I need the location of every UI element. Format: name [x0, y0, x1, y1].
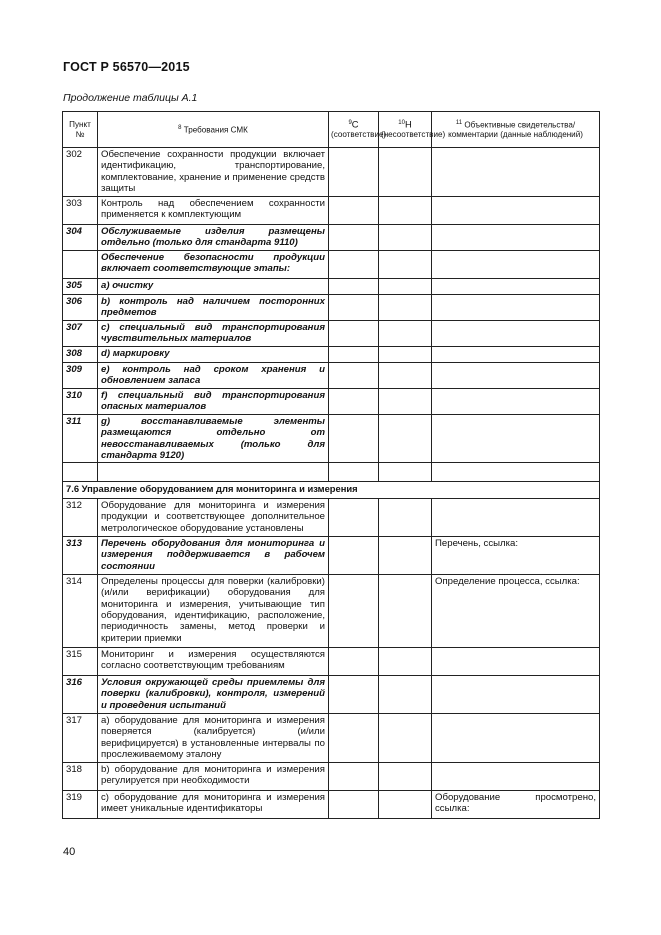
table-row [63, 295, 600, 321]
requirement-text: d) маркировку [98, 347, 329, 363]
evidence-cell [432, 321, 600, 347]
compliance-cell [329, 499, 379, 537]
noncompliance-cell [379, 279, 432, 295]
noncompliance-cell [379, 321, 432, 347]
item-number: 312 [63, 499, 98, 537]
compliance-cell [329, 575, 379, 648]
compliance-cell [329, 295, 379, 321]
evidence-cell [432, 225, 600, 251]
evidence-cell: Оборудование просмотрено, ссылка: [432, 791, 600, 819]
table-continuation-caption: Продолжение таблицы А.1 [63, 92, 198, 104]
requirement-text: Оборудование для мониторинга и измерения продукции и соответствующее дополнительное метрологическое оборудование установлены [98, 499, 329, 537]
item-number: 307 [63, 321, 98, 347]
compliance-cell [329, 197, 379, 225]
evidence-cell [432, 463, 600, 482]
evidence-cell [432, 389, 600, 415]
table-row [63, 676, 600, 714]
noncompliance-cell [379, 648, 432, 676]
noncompliance-cell [379, 499, 432, 537]
requirement-text: Обеспечение сохранности продукции включает идентификацию, транспортирование, комплектование, хранение и применение средств защиты [98, 148, 329, 197]
table-row [63, 389, 600, 415]
noncompliance-cell [379, 537, 432, 575]
noncompliance-cell [379, 714, 432, 763]
evidence-cell [432, 363, 600, 389]
evidence-cell: Определение процесса, ссылка: [432, 575, 600, 648]
table-row [63, 415, 600, 463]
item-number [63, 251, 98, 279]
evidence-cell [432, 197, 600, 225]
table-row [63, 537, 600, 575]
evidence-cell [432, 148, 600, 197]
evidence-cell [432, 295, 600, 321]
compliance-cell [329, 676, 379, 714]
requirement-text: Мониторинг и измерения осуществляются согласно соответствующим требованиям [98, 648, 329, 676]
compliance-cell [329, 763, 379, 791]
noncompliance-cell [379, 251, 432, 279]
evidence-cell [432, 763, 600, 791]
item-number: 319 [63, 791, 98, 819]
compliance-cell [329, 415, 379, 463]
requirement-text: f) специальный вид транспортирования опасных материалов [98, 389, 329, 415]
item-number: 305 [63, 279, 98, 295]
evidence-cell [432, 648, 600, 676]
requirement-text: а) оборудование для мониторинга и измерения поверяется (калибруется) (и/или верифицируется) в установленные интервалы по прослеживаемому эталону [98, 714, 329, 763]
table-row [63, 648, 600, 676]
compliance-cell [329, 148, 379, 197]
item-number [63, 463, 98, 482]
noncompliance-cell [379, 225, 432, 251]
requirements-table [62, 111, 600, 819]
document-code: ГОСТ Р 56570—2015 [63, 60, 190, 74]
table-row [63, 763, 600, 791]
evidence-cell [432, 714, 600, 763]
noncompliance-cell [379, 763, 432, 791]
compliance-cell [329, 251, 379, 279]
table-header-row [63, 112, 600, 148]
section-heading-row [63, 482, 600, 499]
table-row [63, 197, 600, 225]
item-number: 313 [63, 537, 98, 575]
requirement-text: Обслуживаемые изделия размещены отдельно (только для стандарта 9110) [98, 225, 329, 251]
column-header-noncompliance: $^{10}$Н (несоответствие) [379, 112, 432, 148]
column-header-requirements: $^8$ Требования СМК [98, 112, 329, 148]
compliance-cell [329, 279, 379, 295]
noncompliance-cell [379, 575, 432, 648]
noncompliance-cell [379, 148, 432, 197]
item-number: 309 [63, 363, 98, 389]
table-row [63, 791, 600, 819]
noncompliance-cell [379, 197, 432, 225]
item-number: 311 [63, 415, 98, 463]
item-number: 303 [63, 197, 98, 225]
evidence-cell [432, 251, 600, 279]
requirement-text: Определены процессы для поверки (калибровки) (и/или верификации) оборудования для мониторинга и измерения, учитывающие тип оборудования, идентификацию, расположение, периодичность замены, метод проверки и критерии приемки [98, 575, 329, 648]
table-row [63, 251, 600, 279]
noncompliance-cell [379, 363, 432, 389]
item-number: 315 [63, 648, 98, 676]
item-number: 302 [63, 148, 98, 197]
compliance-cell [329, 363, 379, 389]
compliance-cell [329, 537, 379, 575]
noncompliance-cell [379, 463, 432, 482]
table-row [63, 347, 600, 363]
requirement-text: b) контроль над наличием посторонних предметов [98, 295, 329, 321]
section-heading: 7.6 Управление оборудованием для мониторинга и измерения [63, 482, 600, 499]
noncompliance-cell [379, 295, 432, 321]
page-number: 40 [63, 846, 76, 858]
table-row [63, 714, 600, 763]
item-number: 314 [63, 575, 98, 648]
compliance-cell [329, 389, 379, 415]
requirement-text: Контроль над обеспечением сохранности применяется к комплектующим [98, 197, 329, 225]
item-number: 308 [63, 347, 98, 363]
item-number: 318 [63, 763, 98, 791]
column-header-item-number: Пункт № [63, 112, 98, 148]
column-header-evidence: $^{11}$ Объективные свидетельства/ комментарии (данные наблюдений) [432, 112, 600, 148]
compliance-cell [329, 225, 379, 251]
requirement-text: Перечень оборудования для мониторинга и измерения поддерживается в рабочем состоянии [98, 537, 329, 575]
requirement-text [98, 463, 329, 482]
requirement-text: Условия окружающей среды приемлемы для поверки (калибровки), контроля, измерений и проведения испытаний [98, 676, 329, 714]
item-number: 310 [63, 389, 98, 415]
noncompliance-cell [379, 389, 432, 415]
evidence-cell [432, 499, 600, 537]
requirement-text: а) очистку [98, 279, 329, 295]
evidence-cell: Перечень, ссылка: [432, 537, 600, 575]
compliance-cell [329, 347, 379, 363]
table-row [63, 148, 600, 197]
requirement-text: е) контроль над сроком хранения и обновлением запаса [98, 363, 329, 389]
item-number: 304 [63, 225, 98, 251]
table-row [63, 499, 600, 537]
table-row [63, 575, 600, 648]
requirement-text: b) оборудование для мониторинга и измерения регулируется при необходимости [98, 763, 329, 791]
evidence-cell [432, 676, 600, 714]
compliance-cell [329, 714, 379, 763]
compliance-cell [329, 648, 379, 676]
table-row [63, 363, 600, 389]
item-number: 306 [63, 295, 98, 321]
compliance-cell [329, 791, 379, 819]
requirement-text: g) восстанавливаемые элементы размещаются отдельно от невосстанавливаемых (только для стандарта 9120) [98, 415, 329, 463]
noncompliance-cell [379, 347, 432, 363]
requirement-text: Обеспечение безопасности продукции включает соответствующие этапы: [98, 251, 329, 279]
compliance-cell [329, 463, 379, 482]
item-number: 316 [63, 676, 98, 714]
table-row-empty [63, 463, 600, 482]
table-row [63, 321, 600, 347]
evidence-cell [432, 279, 600, 295]
column-header-compliance: $^9$С (соответствие) [329, 112, 379, 148]
noncompliance-cell [379, 415, 432, 463]
item-number: 317 [63, 714, 98, 763]
evidence-cell [432, 415, 600, 463]
requirement-text: с) специальный вид транспортирования чувствительных материалов [98, 321, 329, 347]
compliance-cell [329, 321, 379, 347]
noncompliance-cell [379, 676, 432, 714]
table-row [63, 279, 600, 295]
requirement-text: с) оборудование для мониторинга и измерения имеет уникальные идентификаторы [98, 791, 329, 819]
noncompliance-cell [379, 791, 432, 819]
table-row [63, 225, 600, 251]
evidence-cell [432, 347, 600, 363]
